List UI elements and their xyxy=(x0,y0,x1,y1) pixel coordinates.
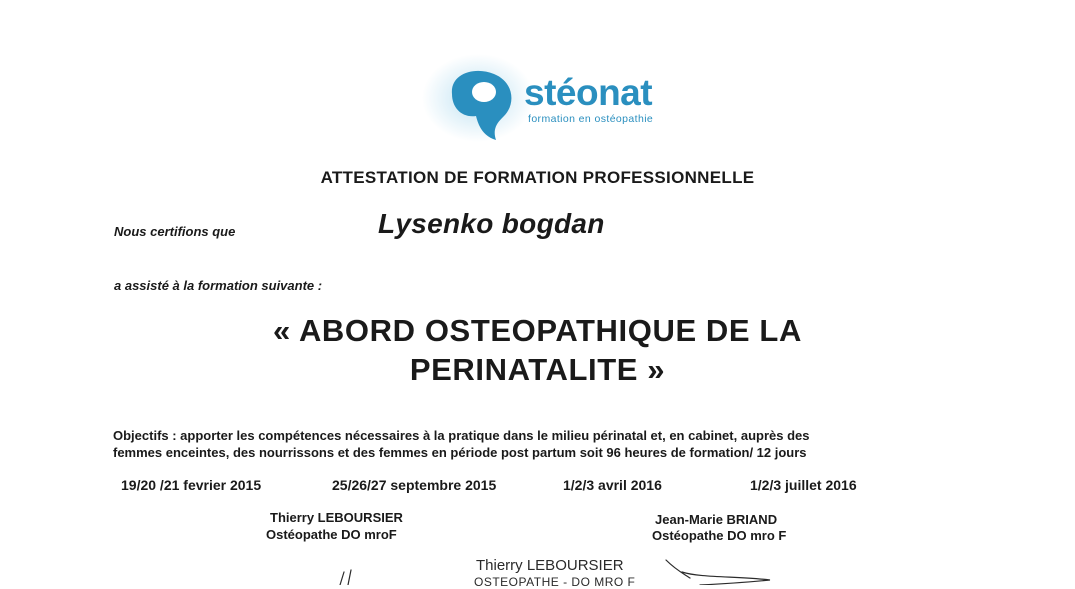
course-title-line-1: « ABORD OSTEOPATHIQUE DE LA xyxy=(273,313,802,348)
signatory-right-title: Ostéopathe DO mro F xyxy=(652,528,787,543)
trainee-name: Lysenko bogdan xyxy=(378,208,605,239)
logo-tagline: formation en ostéopathie xyxy=(528,113,654,125)
osteonat-swirl-icon xyxy=(412,52,532,147)
objectives-line-1: Objectifs : apporter les compétences nécessaires à la pratique dans le milieu périnatal et, en cabinet, auprès des xyxy=(113,428,810,443)
signatory-left-name: Thierry LEBOURSIER xyxy=(270,510,403,525)
session-date-2: 25/26/27 septembre 2015 xyxy=(332,477,497,493)
right-signature-stroke xyxy=(666,560,770,585)
course-title-line-2: PERINATALITE » xyxy=(409,352,666,387)
attended-label: a assisté à la formation suivante : xyxy=(114,278,323,293)
objectives-line-2: femmes enceintes, des nourrissons et des femmes en période post partum soit 96 heures de formation/ 12 jours xyxy=(113,445,807,460)
left-signature-stroke xyxy=(340,570,351,585)
session-date-1: 19/20 /21 fevrier 2015 xyxy=(121,477,262,493)
session-date-3: 1/2/3 avril 2016 xyxy=(563,477,662,493)
session-date-4: 1/2/3 juillet 2016 xyxy=(750,477,857,493)
stamp-title: OSTEOPATHE - DO MRO F xyxy=(474,575,636,589)
certify-label: Nous certifions que xyxy=(114,224,236,239)
signatory-left-title: Ostéopathe DO mroF xyxy=(266,527,397,542)
signatory-right-name: Jean-Marie BRIAND xyxy=(655,512,778,527)
stamp-name: Thierry LEBOURSIER xyxy=(476,557,624,574)
logo-wordmark: stéonat xyxy=(524,72,653,113)
document-title: ATTESTATION DE FORMATION PROFESSIONNELLE xyxy=(320,168,755,187)
osteonat-logo xyxy=(412,52,682,142)
